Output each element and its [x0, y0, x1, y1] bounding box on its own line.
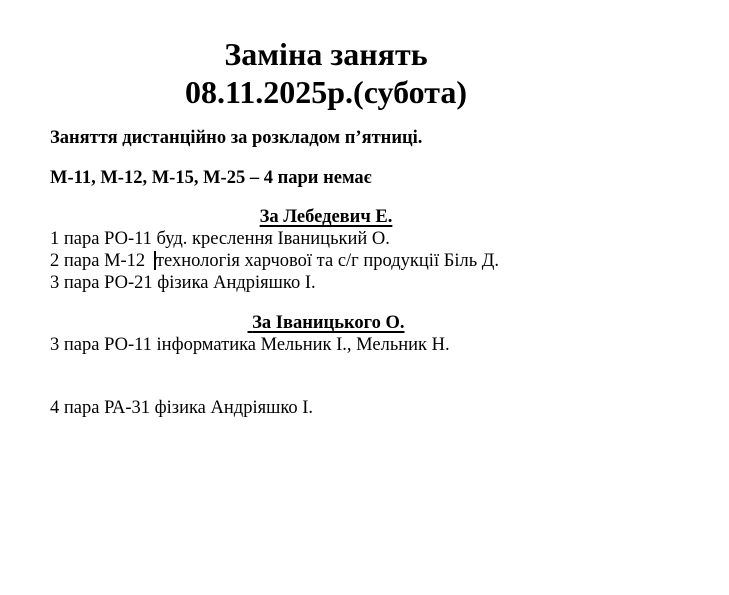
document-title — [50, 35, 602, 111]
document-title-date: 08.11.2025р.(субота) — [185, 74, 467, 110]
cancelled-groups-line: М-11, М-12, М-15, М-25 – 4 пари немає — [50, 168, 372, 188]
section-heading-ivanytskyi — [50, 312, 602, 334]
schedule-line-ivanytskyi-1: 3 пара РО-11 інформатика Мельник І., Мельник Н. — [50, 335, 450, 355]
schedule-line-lebedevych-1: 1 пара РО-11 буд. креслення Іваницький О. — [50, 229, 390, 249]
section-heading-lebedevych — [50, 206, 602, 228]
schedule-line-lebedevych-2-after: технологія харчової та с/г продукції Біль Д. — [155, 251, 500, 271]
schedule-line-lebedevych-2 — [50, 250, 602, 272]
section-heading-lebedevych-text: За Лебедевич Е. — [259, 207, 393, 227]
remote-learning-notice: Заняття дистанційно за розкладом п’ятниці. — [50, 128, 423, 148]
schedule-line-ivanytskyi-2: 4 пара РА-31 фізика Андріяшко І. — [50, 398, 314, 418]
schedule-line-lebedevych-3: 3 пара РО-21 фізика Андріяшко І. — [50, 273, 316, 293]
document-title-line1: Заміна занять — [224, 36, 428, 72]
section-heading-ivanytskyi-text: За Іваницького О. — [247, 313, 405, 333]
schedule-line-lebedevych-2-before: 2 пара М-12 — [50, 251, 155, 271]
